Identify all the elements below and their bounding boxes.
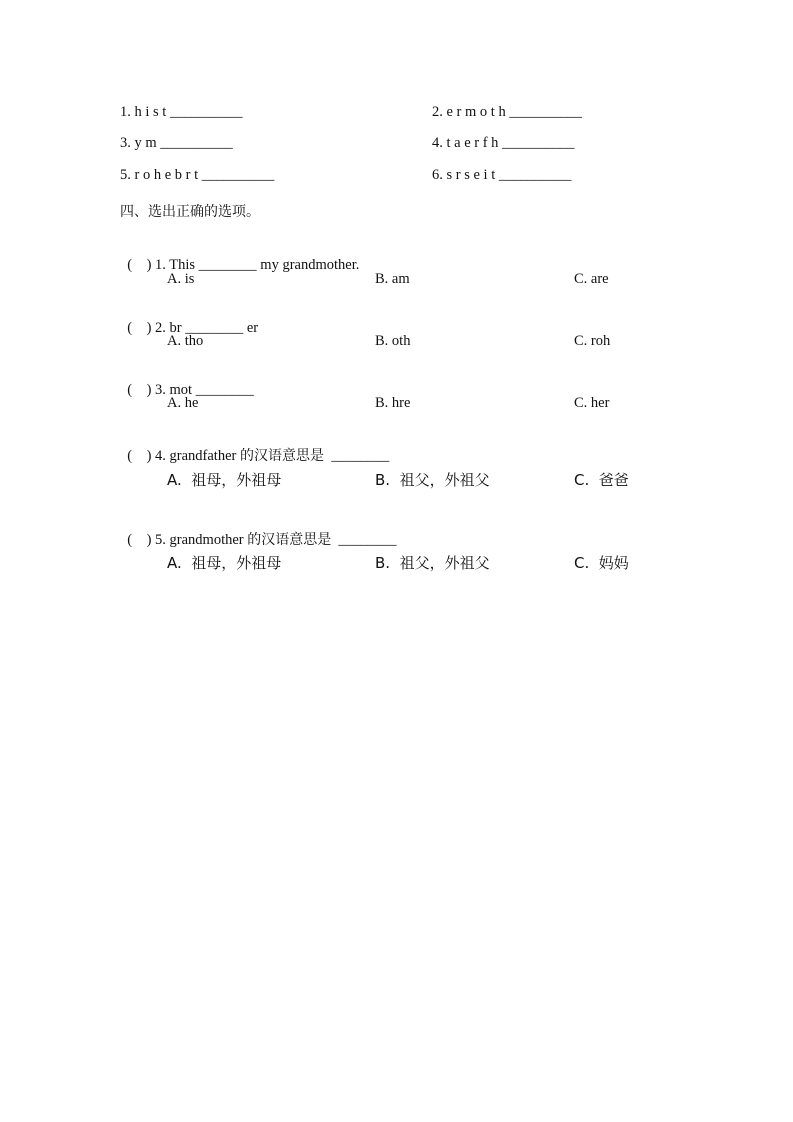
question-4-option-b-text: B. 祖父，外祖父 [375,471,490,489]
question-2-option-a: A. tho [167,333,204,349]
question-1-stem [120,238,359,274]
question-3-option-a: A. he [167,395,199,411]
question-4-text: ( ) 4. grandfather [127,448,240,464]
unscramble-item-2: 2. e r m o t h __________ [432,104,582,120]
question-5-stem [120,513,397,549]
question-5-cjk: 的汉语意思是 [247,532,332,548]
question-2-option-c: C. roh [574,333,611,349]
question-5-blank: ________ [331,532,397,548]
question-1-text: ( ) 1. This ________ my grandmother. [127,257,360,273]
question-4-cjk: 的汉语意思是 [239,448,324,464]
question-1-option-a: A. is [167,271,195,287]
question-4-option-c-text: C. 爸爸 [574,471,629,489]
question-2-option-b: B. oth [375,333,411,349]
question-5-option-a [167,554,281,573]
question-3-option-b: B. hre [375,395,411,411]
question-2-text: ( ) 2. br ________ er [127,320,259,336]
unscramble-item-6: 6. s r s e i t __________ [432,167,572,183]
question-3-option-c: C. her [574,395,610,411]
unscramble-item-4: 4. t a e r f h __________ [432,135,575,151]
question-5-option-c [574,554,629,573]
question-1-option-b: B. am [375,271,410,287]
unscramble-item-3: 3. y m __________ [120,135,233,151]
section-title: 四、选出正确的选项。 [120,204,260,220]
question-1-option-c: C. are [574,271,609,287]
question-5-option-a-text: A. 祖母，外祖母 [167,554,282,572]
question-3-text: ( ) 3. mot ________ [127,382,254,398]
unscramble-item-1: 1. h i s t __________ [120,104,243,120]
question-5-option-b [375,554,490,573]
question-5-option-c-text: C. 妈妈 [574,554,629,572]
question-4-option-b [375,471,490,490]
unscramble-item-5: 5. r o h e b r t __________ [120,167,275,183]
question-4-option-a-text: A. 祖母，外祖母 [167,471,282,489]
question-4-option-a [167,471,281,490]
question-5-option-b-text: B. 祖父，外祖父 [375,554,490,572]
question-4-blank: ________ [323,448,390,464]
question-4-option-c [574,471,629,490]
question-5-text: ( ) 5. grandmother [127,532,248,548]
question-4-stem [120,429,389,465]
